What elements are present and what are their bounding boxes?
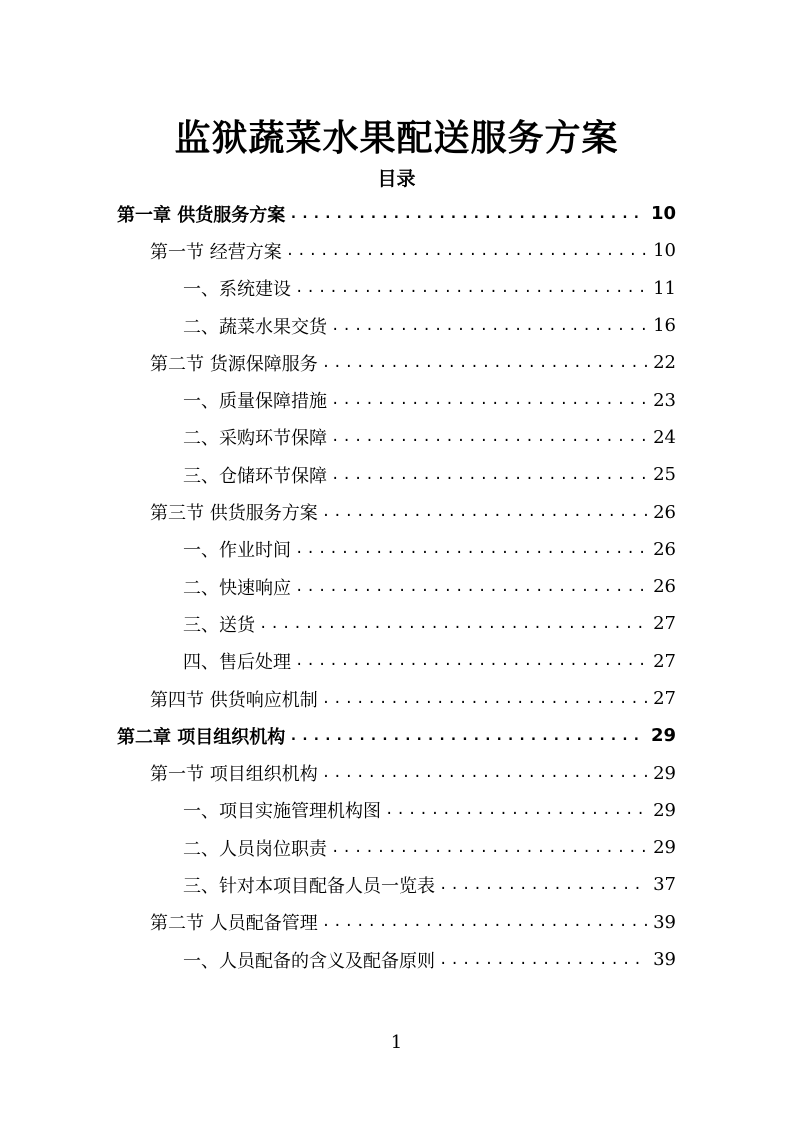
toc-entry-subsection[interactable] (0, 307, 793, 344)
toc-entry-subsection[interactable] (0, 941, 793, 978)
toc-entry-section[interactable] (0, 493, 793, 530)
toc-entry-label: 二、采购环节保障 (183, 428, 327, 450)
toc-entry-page: 29 (653, 762, 676, 784)
toc-entry-page: 24 (653, 426, 676, 448)
dot-leader (295, 579, 647, 595)
toc-entry-page: 29 (653, 837, 676, 859)
toc-entry-label: 二、人员岗位职责 (183, 838, 327, 860)
toc-entry-subsection[interactable] (0, 829, 793, 866)
toc-entry-subsection[interactable] (0, 381, 793, 418)
toc-entry-label: 三、送货 (183, 614, 255, 636)
toc-entry-label: 第二章 项目组织机构 (117, 726, 286, 748)
toc-entry-label: 第一节 经营方案 (150, 241, 282, 263)
page-number: 1 (390, 1032, 403, 1053)
toc-entry-page: 22 (653, 352, 676, 374)
toc-entry-page: 16 (653, 315, 676, 337)
dot-leader (439, 952, 647, 968)
dot-leader (331, 429, 647, 445)
toc-entry-page: 26 (653, 501, 676, 523)
toc-entry-page: 37 (653, 874, 676, 896)
dot-leader (331, 840, 647, 856)
toc-entry-subsection[interactable] (0, 270, 793, 307)
toc-entry-subsection[interactable] (0, 456, 793, 493)
toc-entry-page: 27 (653, 613, 676, 635)
toc-entry-page: 27 (653, 650, 676, 672)
dot-leader (331, 392, 647, 408)
toc-entry-chapter[interactable] (0, 195, 793, 232)
dot-leader (259, 616, 647, 632)
toc-entry-label: 三、仓储环节保障 (183, 465, 327, 487)
toc-entry-page: 39 (653, 911, 676, 933)
toc-entry-label: 第一节 项目组织机构 (150, 764, 318, 786)
toc-entry-section[interactable] (0, 344, 793, 381)
toc-entry-page: 26 (653, 576, 676, 598)
toc-entry-section[interactable] (0, 232, 793, 269)
dot-leader (295, 653, 647, 669)
toc-entry-page: 11 (653, 277, 676, 299)
table-of-contents (0, 195, 793, 978)
toc-entry-page: 29 (653, 799, 676, 821)
toc-entry-label: 一、人员配备的含义及配备原则 (183, 950, 435, 972)
toc-entry-label: 三、针对本项目配备人员一览表 (183, 875, 435, 897)
toc-entry-label: 一、系统建设 (183, 279, 291, 301)
dot-leader (289, 206, 645, 222)
dot-leader (331, 467, 647, 483)
toc-entry-page: 23 (653, 389, 676, 411)
dot-leader (322, 504, 647, 520)
toc-entry-chapter[interactable] (0, 717, 793, 754)
toc-entry-label: 二、蔬菜水果交货 (183, 316, 327, 338)
document-title: 监狱蔬菜水果配送服务方案 (174, 118, 619, 159)
toc-entry-subsection[interactable] (0, 605, 793, 642)
toc-entry-subsection[interactable] (0, 419, 793, 456)
dot-leader (295, 280, 647, 296)
toc-entry-subsection[interactable] (0, 866, 793, 903)
dot-leader (322, 914, 647, 930)
dot-leader (295, 541, 647, 557)
toc-entry-page: 39 (653, 949, 676, 971)
dot-leader (322, 765, 647, 781)
toc-entry-page: 27 (653, 688, 676, 709)
dot-leader (286, 243, 647, 259)
toc-entry-label: 一、质量保障措施 (183, 391, 327, 413)
toc-entry-label: 一、作业时间 (183, 540, 291, 562)
toc-entry-subsection[interactable] (0, 792, 793, 829)
toc-entry-page: 25 (653, 464, 676, 486)
toc-entry-label: 第一章 供货服务方案 (117, 204, 286, 226)
dot-leader (439, 877, 647, 893)
toc-entry-page: 29 (650, 725, 676, 747)
toc-entry-label: 一、项目实施管理机构图 (183, 801, 381, 823)
dot-leader (385, 802, 647, 818)
toc-entry-label: 四、售后处理 (183, 652, 291, 674)
dot-leader (289, 728, 645, 744)
toc-entry-label: 第四节 供货响应机制 (150, 689, 318, 711)
dot-leader (322, 355, 647, 371)
toc-entry-label: 第二节 货源保障服务 (150, 353, 318, 375)
toc-entry-section[interactable] (0, 904, 793, 941)
toc-entry-section[interactable] (0, 754, 793, 791)
toc-entry-label: 第三节 供货服务方案 (150, 503, 318, 525)
toc-entry-page: 26 (653, 538, 676, 560)
toc-entry-subsection[interactable] (0, 531, 793, 568)
toc-entry-section[interactable] (0, 680, 793, 717)
toc-entry-page: 10 (653, 240, 676, 262)
dot-leader (322, 691, 647, 707)
toc-entry-subsection[interactable] (0, 568, 793, 605)
toc-entry-label: 二、快速响应 (183, 577, 291, 599)
toc-entry-label: 第二节 人员配备管理 (150, 913, 318, 935)
dot-leader (331, 318, 647, 334)
toc-heading: 目录 (377, 168, 416, 190)
toc-entry-subsection[interactable] (0, 643, 793, 680)
toc-entry-page: 10 (650, 203, 676, 225)
